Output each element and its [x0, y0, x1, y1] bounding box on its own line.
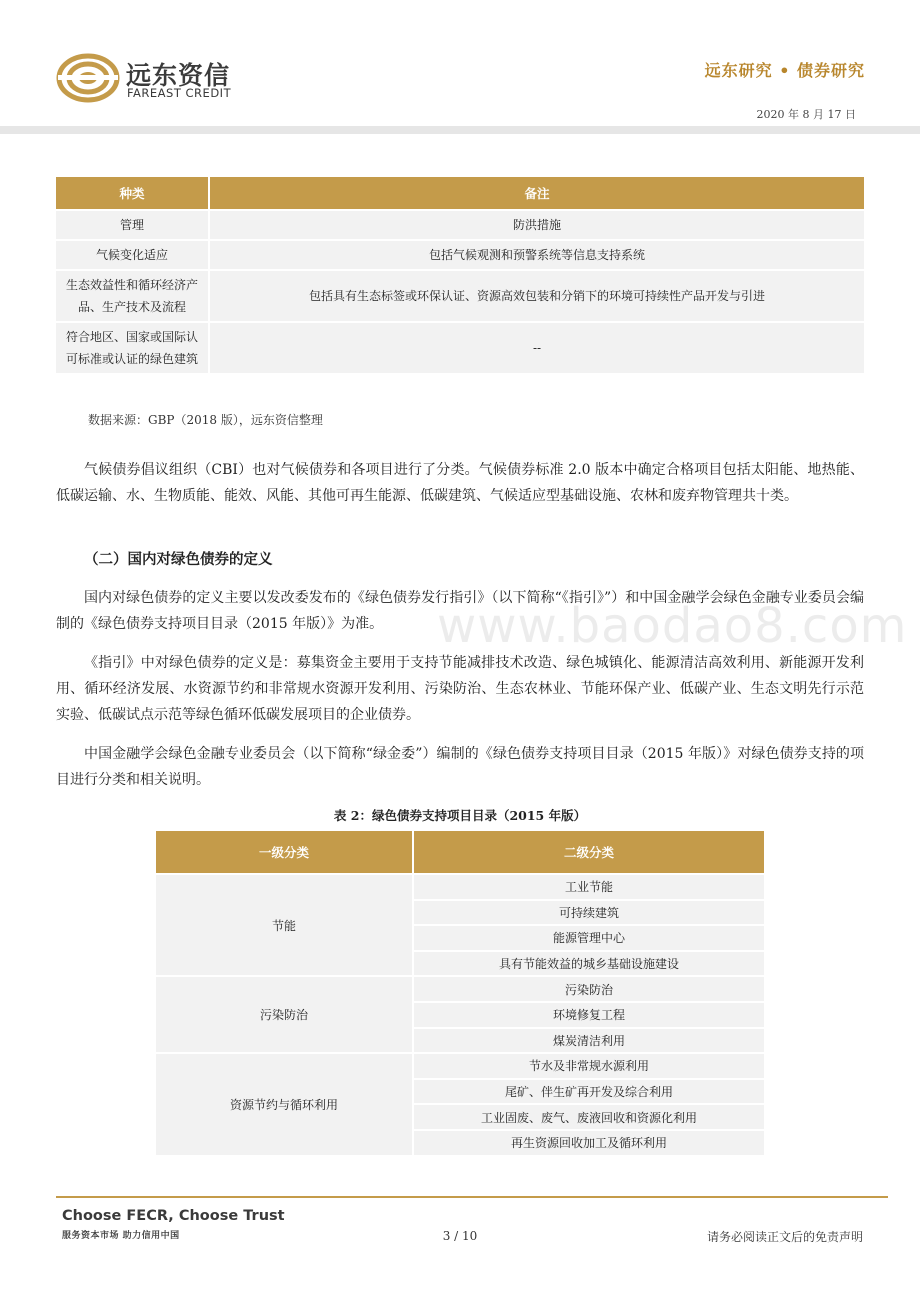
- table1-cell-type: 气候变化适应: [56, 239, 210, 269]
- section-heading: （二）国内对绿色债券的定义: [84, 551, 273, 568]
- table-row: [156, 975, 764, 1001]
- footer-divider: [56, 1196, 888, 1198]
- table1-cell-type: 管理: [56, 209, 210, 239]
- table-row: [56, 209, 864, 239]
- table1-cell-note: --: [210, 321, 864, 373]
- footer-disclaimer: 请务必阅读正文后的免责声明: [706, 1230, 863, 1244]
- footer-subslogan: 服务资本市场 助力信用中国: [62, 1231, 180, 1241]
- paragraph-guideline-definition: 《指引》中对绿色债券的定义是：募集资金主要用于支持节能减排技术改造、绿色城镇化、能源清洁高效利用、新能源开发利用、循环经济发展、水资源节约和非常规水资源开发利用、污染防治、生态农林业、节能环保产业、低碳产业、生态文明先行示范实验、低碳试点示范等绿色循环低碳发展项目的企业债券。: [56, 655, 864, 723]
- logo-english-name: FAREAST CREDIT: [127, 86, 232, 100]
- table-row: [56, 239, 864, 269]
- table2-level2-cell: 环境修复工程: [414, 1001, 764, 1027]
- table2-level2-cell: 煤炭清洁利用: [414, 1027, 764, 1053]
- table2-level2-cell: 工业固废、废气、废液回收和资源化利用: [414, 1103, 764, 1129]
- table2-level1-cell: 节能: [156, 873, 414, 975]
- table1-cell-note: 防洪措施: [210, 209, 864, 239]
- footer-slogan: Choose FECR, Choose Trust: [62, 1208, 285, 1224]
- table1-header-note: 备注: [210, 177, 864, 209]
- table2-level2-cell: 可持续建筑: [414, 899, 764, 925]
- paragraph-catalog: 中国金融学会绿色金融专业委员会（以下简称“绿金委”）编制的《绿色债券支持项目目录（2015 年版）》对绿色债券支持的项目进行分类和相关说明。: [56, 746, 864, 788]
- paragraph-cbi: 气候债券倡议组织（CBI）也对气候债券和各项目进行了分类。气候债券标准 2.0 版本中确定合格项目包括太阳能、地热能、低碳运输、水、生物质能、能效、风能、其他可再生能源、低碳建筑、气候适应型基础设施、农林和废弃物管理共十类。: [56, 462, 864, 504]
- table2-level2-cell: 能源管理中心: [414, 924, 764, 950]
- table2-level1-cell: 污染防治: [156, 975, 414, 1052]
- table2-level2-cell: 具有节能效益的城乡基础设施建设: [414, 950, 764, 976]
- table2-level1-cell: 资源节约与循环利用: [156, 1052, 414, 1154]
- header-divider: [0, 126, 920, 134]
- table-row: [56, 269, 864, 321]
- table2-level2-cell: 尾矿、伴生矿再开发及综合利用: [414, 1078, 764, 1104]
- table1-header-type: 种类: [56, 177, 210, 209]
- fareast-logo-icon: [56, 52, 120, 104]
- table2-header-level1: 一级分类: [156, 831, 414, 873]
- report-date: 2020 年 8 月 17 日: [756, 108, 856, 121]
- table-row: [156, 1052, 764, 1078]
- table1-cell-type: 符合地区、国家或国际认可标准或认证的绿色建筑: [56, 321, 210, 373]
- report-series-title: 远东研究 • 债券研究: [704, 61, 865, 80]
- table2-level2-cell: 节水及非常规水源利用: [414, 1052, 764, 1078]
- table2-level2-cell: 工业节能: [414, 873, 764, 899]
- table-row: [156, 873, 764, 899]
- table1-cell-note: 包括具有生态标签或环保认证、资源高效包装和分销下的环境可持续性产品开发与引进: [210, 269, 864, 321]
- table1-cell-type: 生态效益性和循环经济产品、生产技术及流程: [56, 269, 210, 321]
- table2-caption: 表 2：绿色债券支持项目目录（2015 年版）: [333, 808, 587, 823]
- logo-chinese-name: 远东资信: [126, 61, 231, 90]
- table1-source: 数据来源：GBP（2018 版），远东资信整理: [88, 413, 323, 427]
- green-bond-catalog-table: [156, 831, 764, 1155]
- table2-header-level2: 二级分类: [414, 831, 764, 873]
- page-number: 3 / 10: [442, 1229, 478, 1243]
- watermark: www.baodao8.com: [437, 598, 908, 654]
- table-row: [56, 321, 864, 373]
- paragraph-domestic-definition: 国内对绿色债券的定义主要以发改委发布的《绿色债券发行指引》（以下简称“《指引》”）和中国金融学会绿色金融专业委员会编制的《绿色债券支持项目目录（2015 年版）》为准。: [56, 590, 864, 632]
- table1-cell-note: 包括气候观测和预警系统等信息支持系统: [210, 239, 864, 269]
- table2-level2-cell: 污染防治: [414, 975, 764, 1001]
- bond-category-table: [56, 177, 864, 373]
- table2-level2-cell: 再生资源回收加工及循环利用: [414, 1129, 764, 1155]
